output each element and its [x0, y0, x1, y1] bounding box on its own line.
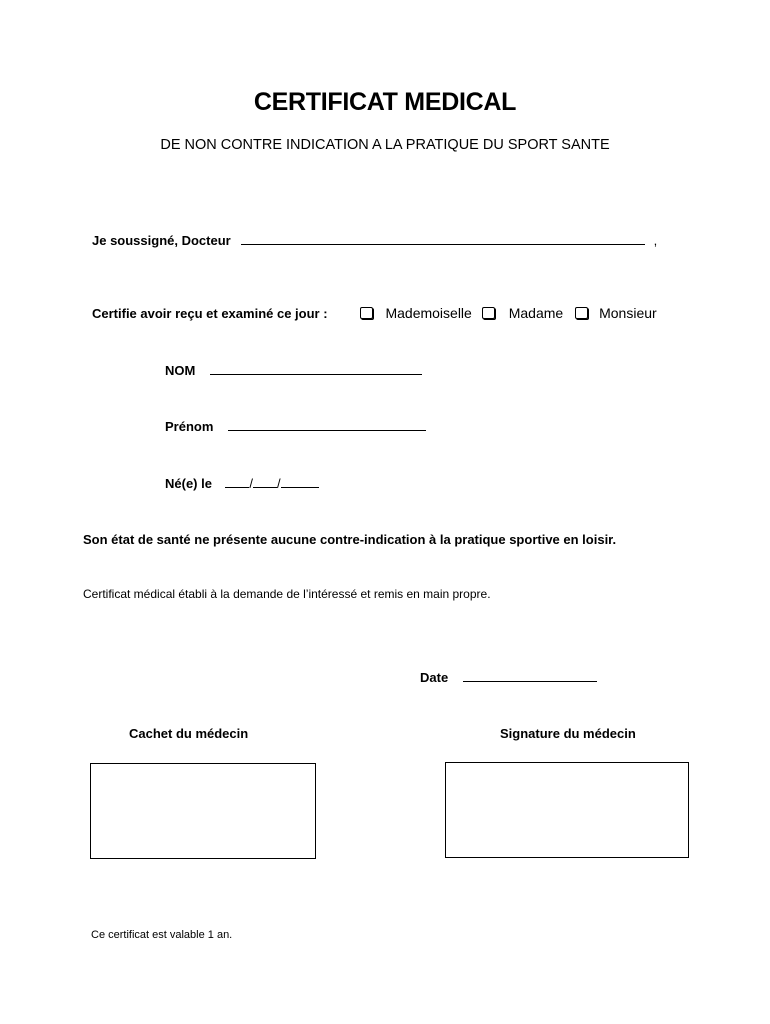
signature-label: Signature du médecin — [500, 726, 636, 741]
checkbox-mademoiselle[interactable] — [360, 307, 373, 319]
birthdate-label: Né(e) le — [165, 476, 212, 491]
page-subtitle: DE NON CONTRE INDICATION A LA PRATIQUE DU SPORT SANTE — [160, 137, 610, 153]
option-label-madame: Madame — [508, 305, 564, 321]
birth-month-field[interactable] — [253, 475, 277, 488]
option-label-mademoiselle: Mademoiselle — [385, 305, 472, 321]
stamp-box[interactable] — [90, 763, 316, 859]
nom-label: NOM — [165, 363, 196, 378]
birth-year-field[interactable] — [281, 475, 319, 488]
doctor-row — [92, 232, 657, 250]
nom-row — [165, 362, 422, 380]
checkbox-monsieur[interactable] — [575, 307, 588, 319]
checkbox-madame[interactable] — [482, 307, 495, 319]
doctor-suffix: , — [653, 233, 658, 248]
date-label: Date — [420, 670, 449, 685]
date-separator: / — [249, 476, 254, 491]
prenom-label: Prénom — [165, 419, 214, 434]
validity-note: Ce certificat est valable 1 an. — [91, 929, 233, 941]
health-statement: Son état de santé ne présente aucune contre-indication à la pratique sportive en loisir. — [83, 532, 617, 547]
signature-box[interactable] — [445, 762, 689, 858]
doctor-name-field[interactable] — [241, 232, 645, 245]
patient-title-options — [360, 305, 657, 323]
date-field[interactable] — [463, 669, 597, 682]
prenom-field[interactable] — [228, 418, 426, 431]
stamp-label: Cachet du médecin — [129, 726, 249, 741]
option-label-monsieur: Monsieur — [599, 305, 657, 321]
birth-day-field[interactable] — [225, 475, 249, 488]
date-separator: / — [277, 476, 281, 491]
birthdate-row — [165, 475, 319, 493]
certificate-note: Certificat médical établi à la demande de l’intéressé et remis en main propre. — [83, 587, 491, 601]
page-title: CERTIFICAT MEDICAL — [253, 88, 517, 116]
examined-label: Certifie avoir reçu et examiné ce jour : — [92, 306, 328, 321]
prenom-row — [165, 418, 426, 436]
doctor-label: Je soussigné, Docteur — [92, 233, 231, 248]
nom-field[interactable] — [210, 362, 422, 375]
date-row — [420, 669, 597, 687]
